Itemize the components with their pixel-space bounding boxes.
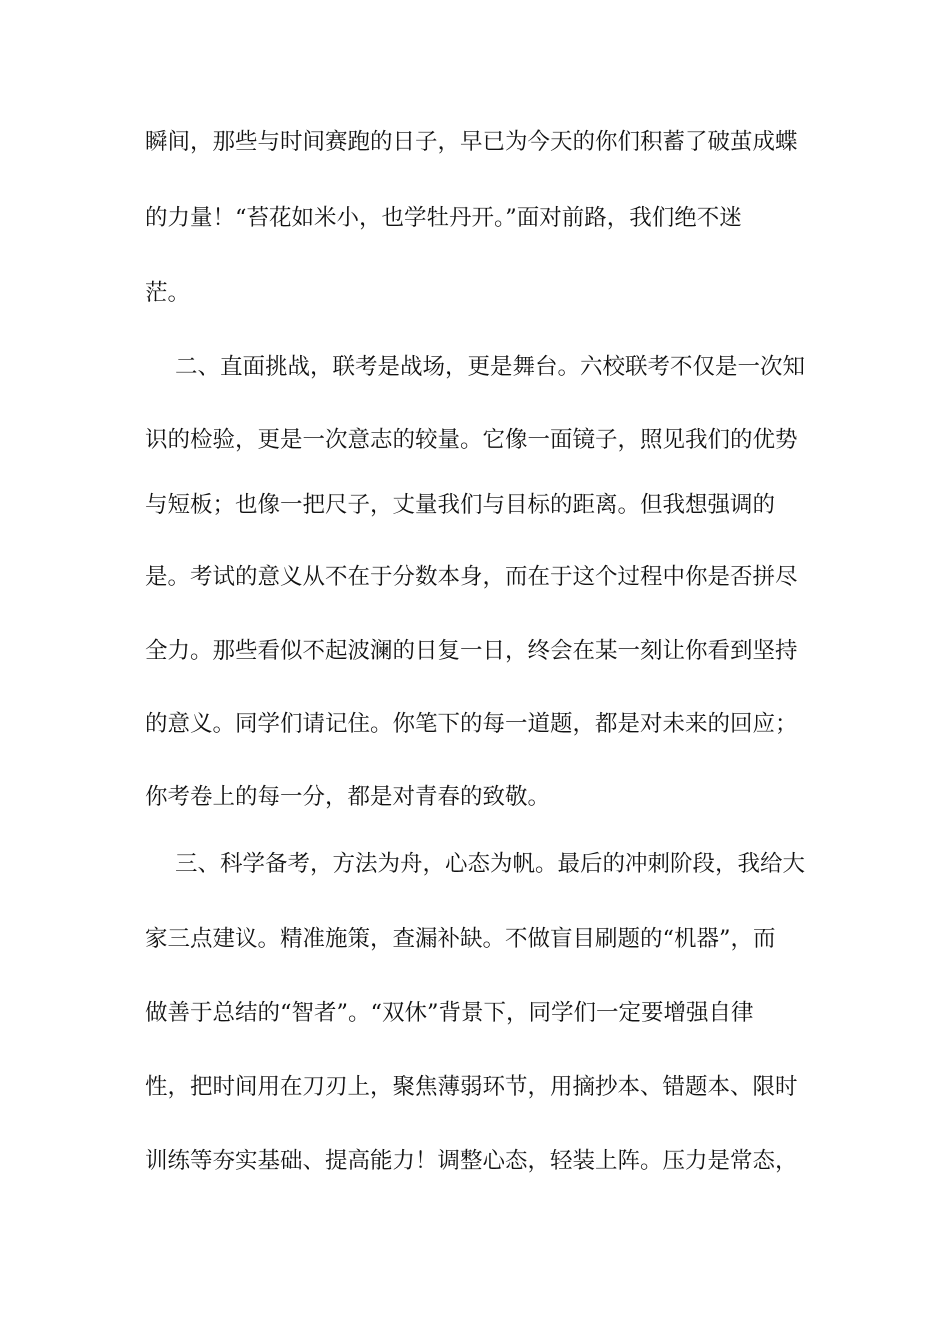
text-line: 性，把时间用在刀刃上，聚焦薄弱环节，用摘抄本、错题本、限时	[145, 1074, 798, 1100]
text-line: 的意义。同学们请记住。你笔下的每一道题，都是对未来的回应；	[145, 711, 798, 737]
text-line: 的力量！“苔花如米小，也学牡丹开。”面对前路，我们绝不迷	[145, 205, 742, 231]
text-line: 训练等夯实基础、提高能力！调整心态，轻装上阵。压力是常态，	[145, 1148, 798, 1174]
text-line: 与短板；也像一把尺子，丈量我们与目标的距离。但我想强调的	[145, 492, 776, 518]
paragraph-heading-line: 二、直面挑战，联考是战场，更是舞台。六校联考不仅是一次知	[175, 354, 806, 380]
paragraph-heading-line: 三、科学备考，方法为舟，心态为帆。最后的冲刺阶段，我给大	[175, 851, 806, 877]
text-line: 茫。	[145, 280, 191, 306]
text-line: 做善于总结的“智者”。“双休”背景下，同学们一定要增强自律	[145, 1000, 754, 1026]
text-line: 识的检验，更是一次意志的较量。它像一面镜子，照见我们的优势	[145, 427, 798, 453]
text-line: 全力。那些看似不起波澜的日复一日，终会在某一刻让你看到坚持	[145, 638, 798, 664]
text-line: 你考卷上的每一分，都是对青春的致敬。	[145, 784, 551, 810]
text-line: 瞬间，那些与时间赛跑的日子，早已为今天的你们积蓄了破茧成蝶	[145, 129, 798, 155]
text-line: 是。考试的意义从不在于分数本身，而在于这个过程中你是否拼尽	[145, 564, 798, 590]
text-line: 家三点建议。精准施策，查漏补缺。不做盲目刷题的“机器”，而	[145, 926, 776, 952]
